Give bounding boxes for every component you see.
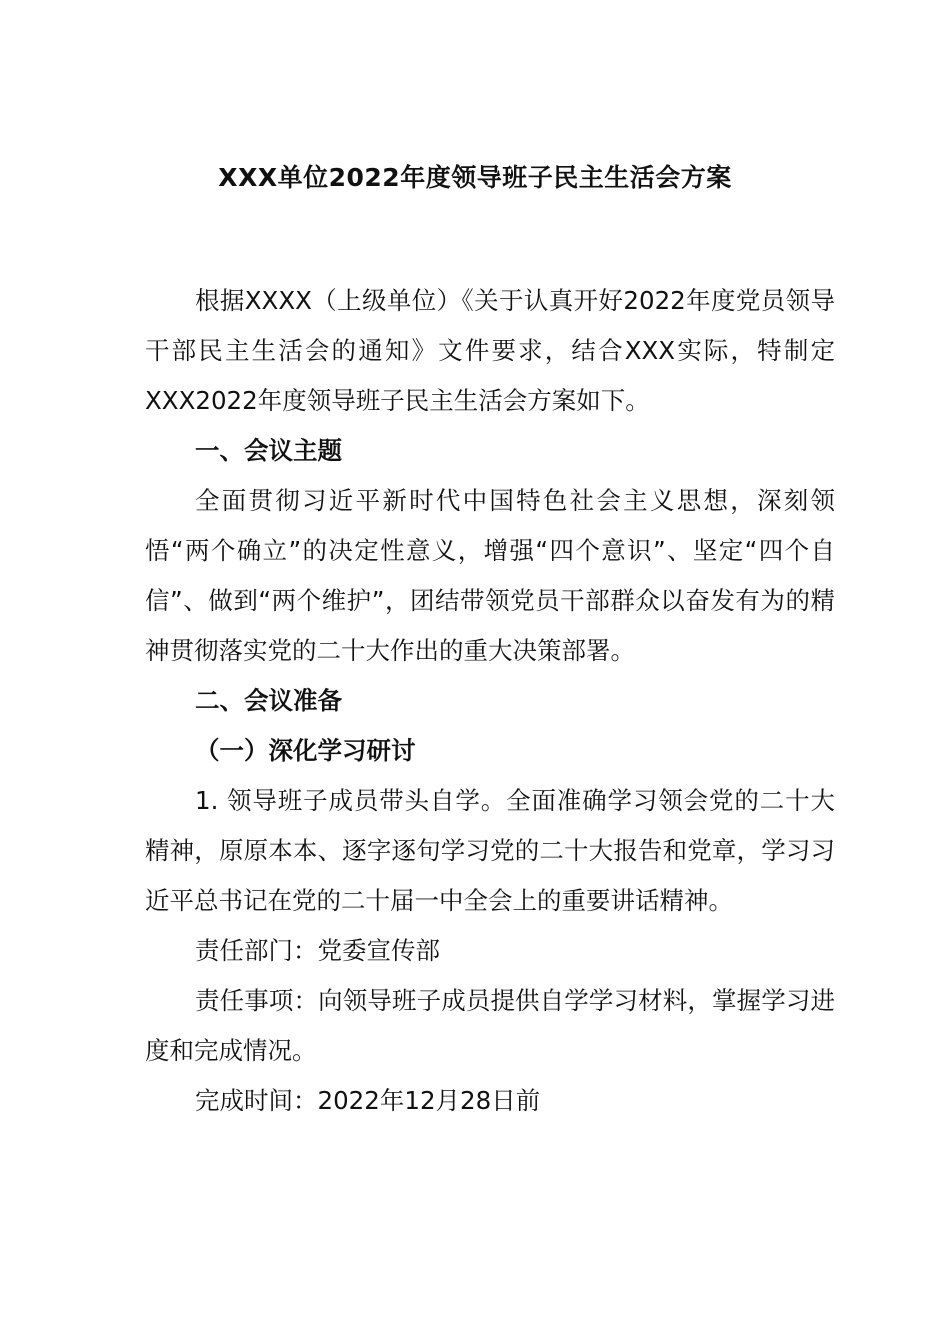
intro-paragraph: 根据XXXX（上级单位）《关于认真开好2022年度党员领导干部民主生活会的通知》文件要求，结合XXX实际，特制定XXX2022年度领导班子民主生活会方案如下。 bbox=[145, 286, 835, 415]
document-title: XXX单位2022年度领导班子民主生活会方案 bbox=[218, 163, 732, 192]
subsection-heading-study: （一）深化学习研讨 bbox=[195, 736, 416, 765]
completion-deadline: 完成时间：2022年12月28日前 bbox=[195, 1086, 541, 1115]
responsible-department: 责任部门：党委宣传部 bbox=[195, 936, 440, 965]
section-heading-meeting-preparation: 二、会议准备 bbox=[195, 686, 342, 715]
study-item-paragraph: 1. 领导班子成员带头自学。全面准确学习领会党的二十大精神，原原本本、逐字逐句学习党的二十大报告和党章，学习习近平总书记在党的二十届一中全会上的重要讲话精神。 bbox=[145, 786, 835, 915]
responsible-items: 责任事项：向领导班子成员提供自学学习材料，掌握学习进度和完成情况。 bbox=[145, 986, 835, 1065]
meeting-theme-paragraph: 全面贯彻习近平新时代中国特色社会主义思想，深刻领悟“两个确立”的决定性意义，增强“四个意识”、坚定“四个自信”、做到“两个维护”，团结带领党员干部群众以奋发有为的精神贯彻落实党的二十大作出的重大决策部署。 bbox=[145, 486, 835, 665]
section-heading-meeting-theme: 一、会议主题 bbox=[195, 436, 342, 465]
document-body bbox=[145, 276, 835, 1126]
